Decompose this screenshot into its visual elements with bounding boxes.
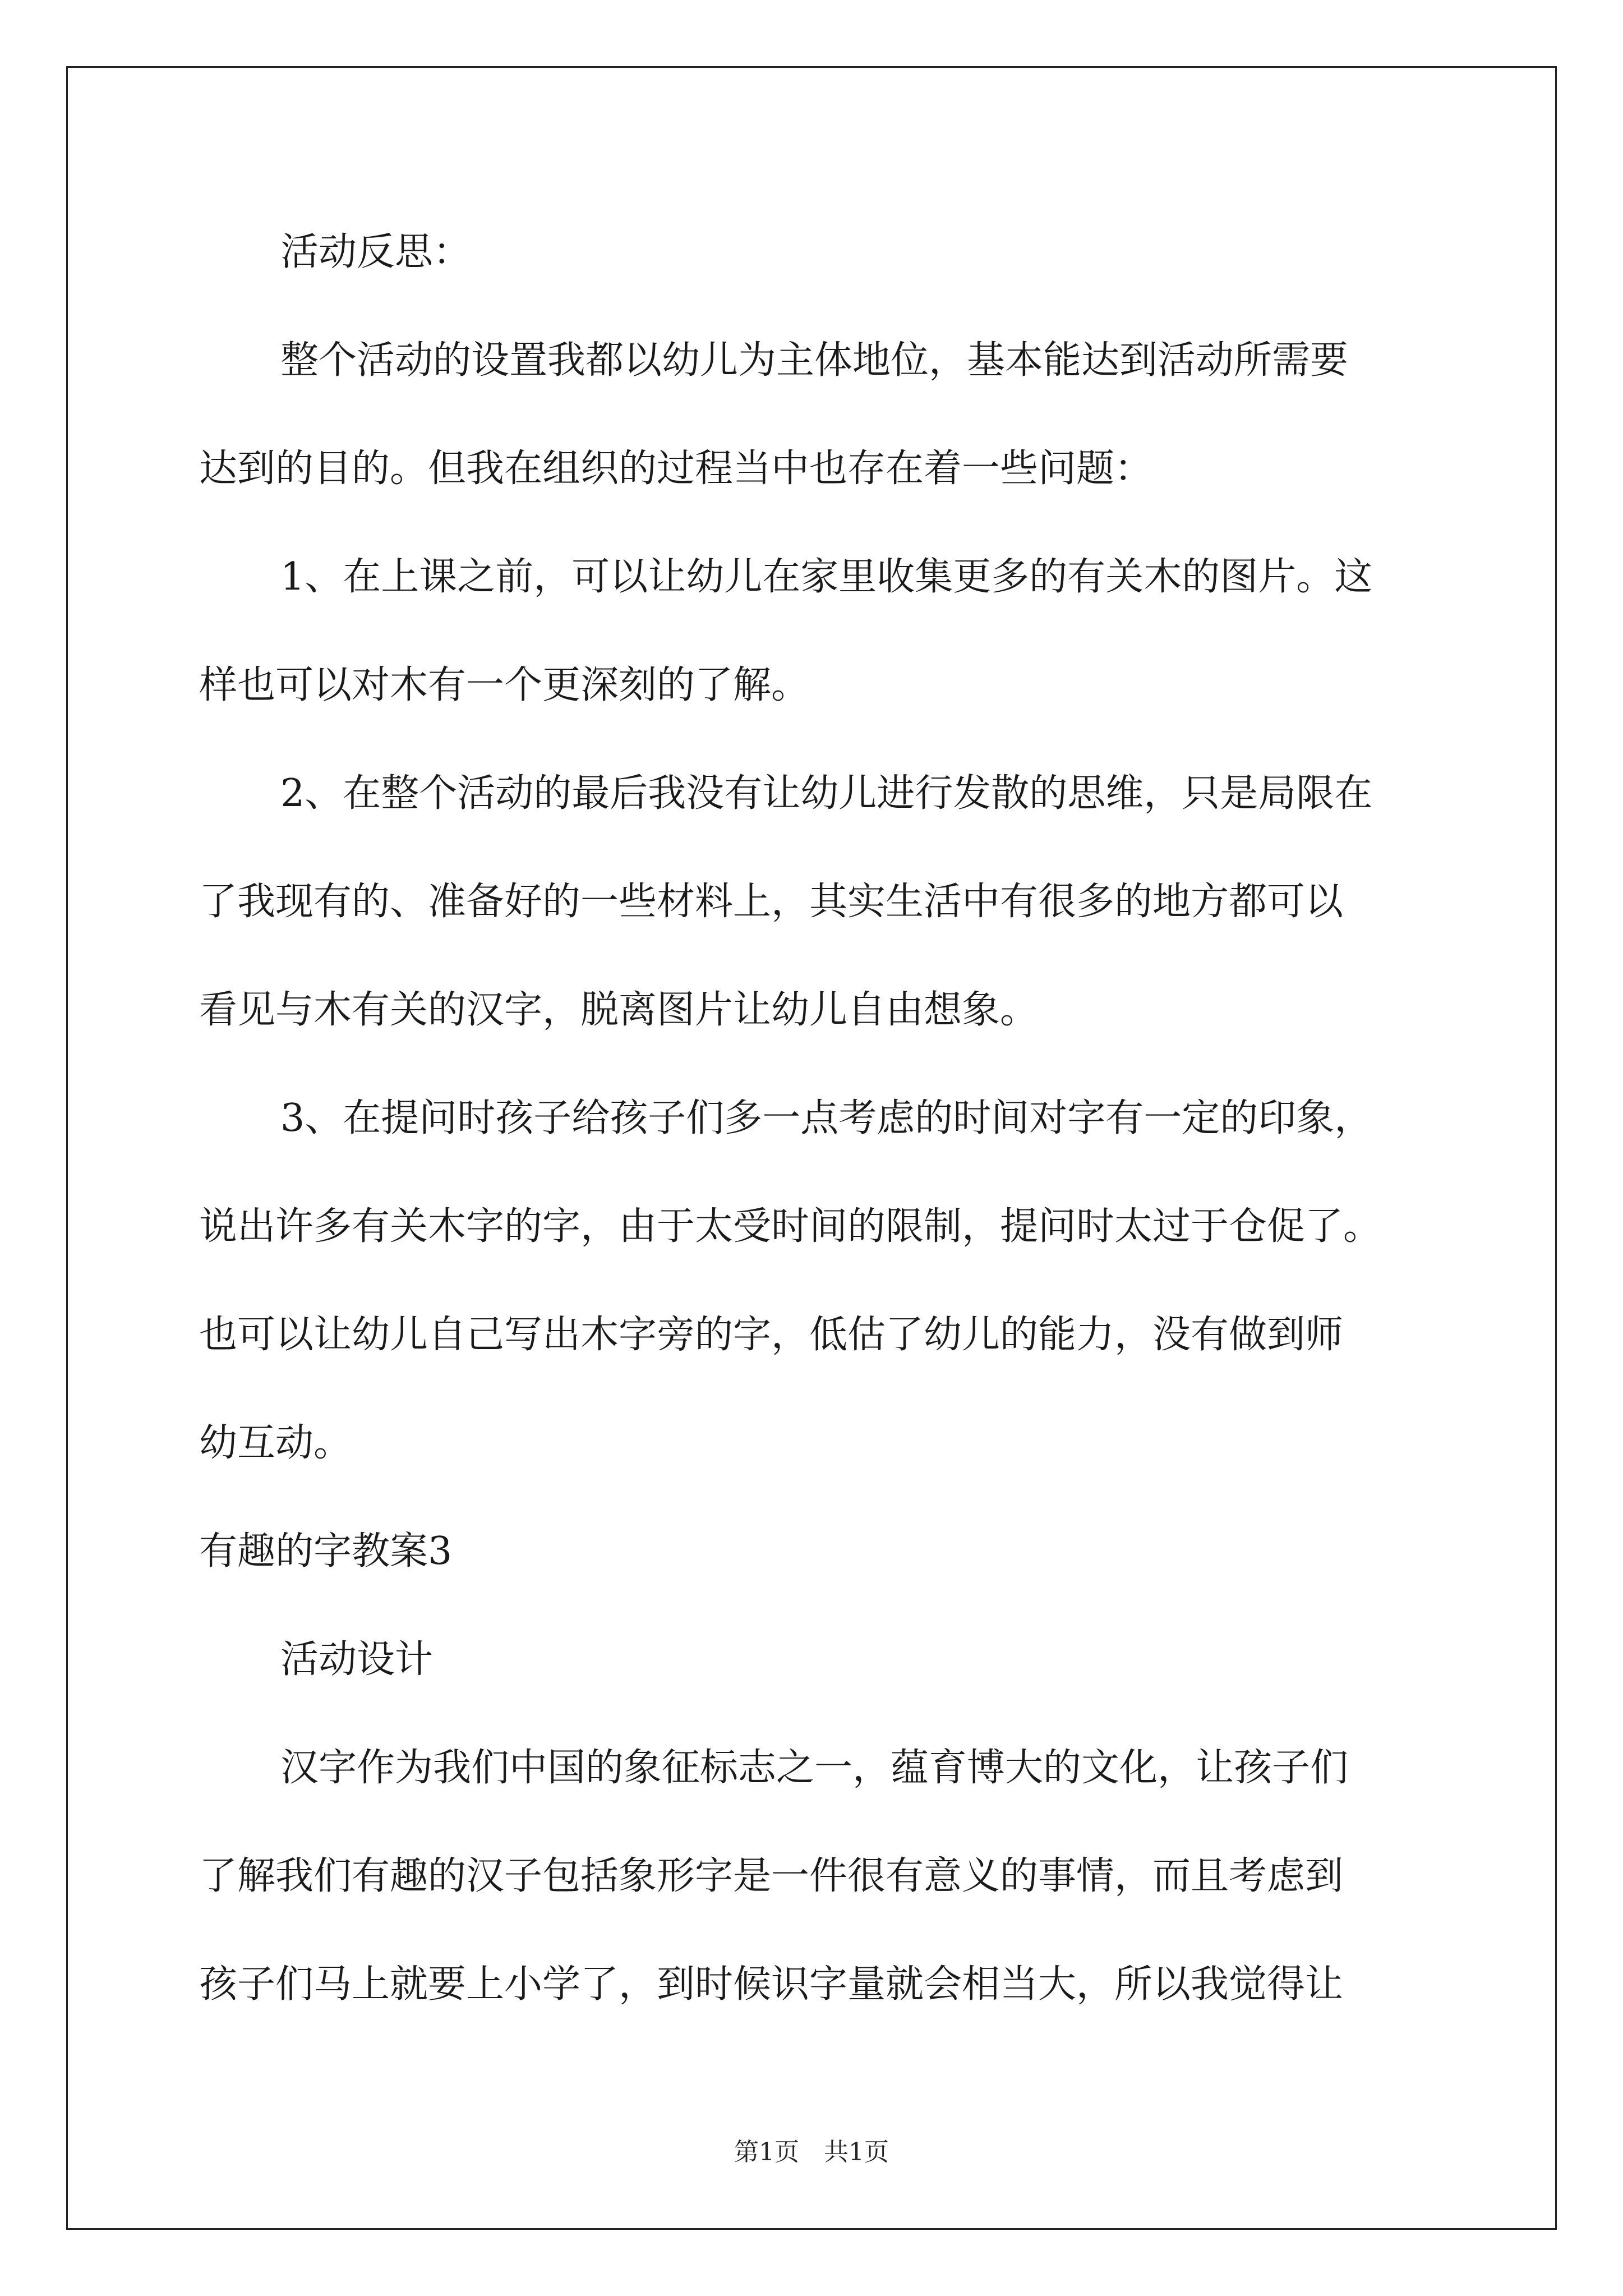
paragraph-line: 整个活动的设置我都以幼儿为主体地位，基本能达到活动所需要 <box>280 338 1349 383</box>
document-body <box>199 219 1433 2059</box>
document-title: 有趣的字教案3 <box>199 1529 453 1573</box>
paragraph-line: 孩子们马上就要上小学了，到时候识字量就会相当大，所以我觉得让 <box>199 1962 1344 2007</box>
paragraph-line: 说出许多有关木字的字，由于太受时间的限制，提问时太过于仓促了。 <box>199 1204 1382 1249</box>
section-heading-design: 活动设计 <box>280 1637 434 1682</box>
paragraph-line: 样也可以对木有一个更深刻的了解。 <box>199 663 810 707</box>
paragraph-line: 了解我们有趣的汉子包括象形字是一件很有意义的事情，而且考虑到 <box>199 1854 1344 1898</box>
paragraph-line: 汉字作为我们中国的象征标志之一，蕴育博大的文化，让孩子们 <box>280 1746 1349 1790</box>
paragraph-line: 看见与木有关的汉字，脱离图片让幼儿自由想象。 <box>199 988 1039 1032</box>
paragraph-line: 1、在上课之前，可以让幼儿在家里收集更多的有关木的图片。这 <box>280 555 1373 599</box>
paragraph-line: 2、在整个活动的最后我没有让幼儿进行发散的思维，只是局限在 <box>280 771 1373 816</box>
paragraph-line: 也可以让幼儿自己写出木字旁的字，低估了幼儿的能力，没有做到师 <box>199 1313 1344 1357</box>
paragraph-line: 了我现有的、准备好的一些材料上，其实生活中有很多的地方都可以 <box>199 880 1344 924</box>
paragraph-line: 幼互动。 <box>199 1421 352 1465</box>
paragraph-line: 3、在提问时孩子给孩子们多一点考虑的时间对字有一定的印象， <box>280 1096 1373 1140</box>
section-heading-reflection: 活动反思： <box>280 230 472 274</box>
paragraph-line: 达到的目的。但我在组织的过程当中也存在着一些问题： <box>199 447 1153 491</box>
page-footer: 第1页 共1页 <box>734 2138 889 2166</box>
